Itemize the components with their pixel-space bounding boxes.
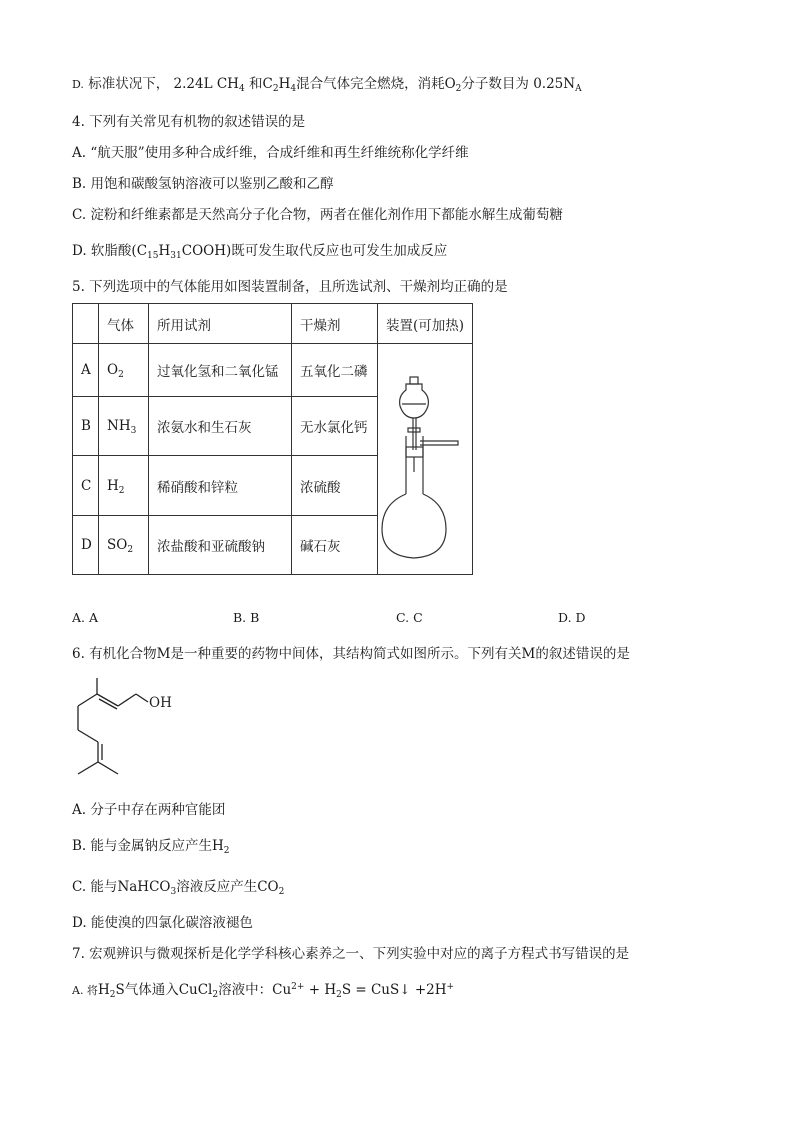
q6-option-d: D. 能使溴的四氯化碳溶液褪色 bbox=[72, 915, 253, 931]
q5-stem: 5. 下列选项中的气体能用如图装置制备，且所选试剂、干燥剂均正确的是 bbox=[72, 279, 508, 295]
q6-option-a: A. 分子中存在两种官能团 bbox=[72, 802, 226, 818]
text: 溶液反应产生 bbox=[176, 879, 258, 895]
subscript: 31 bbox=[170, 251, 182, 261]
table-cell: 浓氨水和生石灰 bbox=[149, 397, 292, 456]
subscript: 2 bbox=[118, 485, 125, 496]
formula: + H bbox=[304, 982, 337, 998]
formula: COOH bbox=[181, 243, 226, 259]
subscript: 4 bbox=[238, 84, 245, 94]
superscript: + bbox=[446, 982, 455, 992]
subscript: 3 bbox=[130, 426, 137, 437]
formula: C bbox=[136, 243, 148, 259]
subscript: 2 bbox=[223, 846, 230, 856]
q7-stem: 7. 宏观辨识与微观探析是化学学科核心素养之一、下列实验中对应的离子方程式书写错误的是 bbox=[72, 946, 630, 962]
table-cell: 稀硝酸和锌粒 bbox=[149, 456, 292, 515]
subscript: 15 bbox=[147, 251, 159, 261]
q6-stem: 6. 有机化合物M是一种重要的药物中间体，其结构简式如图所示。下列有关M的叙述错误的是 bbox=[72, 646, 630, 662]
q5-choice-c: C. C bbox=[396, 610, 423, 625]
q5-choice-a: A. A bbox=[72, 610, 99, 625]
text: 标准状况下， bbox=[88, 76, 170, 92]
table-cell bbox=[99, 515, 149, 574]
q7-option-a bbox=[72, 978, 454, 998]
formula: 2.24L CH bbox=[173, 76, 239, 92]
table-cell: 浓硫酸 bbox=[292, 456, 378, 515]
text: 气体通入 bbox=[124, 982, 179, 998]
table-header-row bbox=[73, 304, 473, 344]
formula: CuCl bbox=[178, 982, 213, 998]
q6-option-c bbox=[72, 875, 284, 895]
table-cell: B bbox=[73, 397, 99, 456]
q4-option-c: C. 淀粉和纤维素都是天然高分子化合物，两者在催化剂作用下都能水解生成葡萄糖 bbox=[72, 207, 563, 223]
formula: H bbox=[212, 838, 224, 854]
formula: SO bbox=[107, 536, 128, 553]
table-cell bbox=[99, 344, 149, 397]
table-cell bbox=[99, 456, 149, 515]
q4-option-b: B. 用饱和碳酸氢钠溶液可以鉴别乙酸和乙醇 bbox=[72, 176, 334, 192]
table-row bbox=[73, 344, 473, 397]
table-cell: 过氧化氢和二氧化锰 bbox=[149, 344, 292, 397]
subscript: 2 bbox=[212, 990, 219, 1000]
option-letter: D. bbox=[72, 78, 84, 91]
formula: H bbox=[97, 982, 110, 998]
table-header: 所用试剂 bbox=[149, 304, 292, 344]
q6-option-b bbox=[72, 834, 230, 854]
table-header: 干燥剂 bbox=[292, 304, 378, 344]
text: 和 bbox=[248, 76, 263, 92]
table-cell: 五氧化二磷 bbox=[292, 344, 378, 397]
subscript: 2 bbox=[455, 84, 462, 94]
oh-label: OH bbox=[149, 695, 172, 711]
q4-option-a: A. “航天服”使用多种合成纤维，合成纤维和再生纤维统称化学纤维 bbox=[72, 145, 469, 161]
formula: 0.25N bbox=[533, 76, 576, 92]
table-cell: D bbox=[73, 515, 99, 574]
subscript: 2 bbox=[278, 887, 285, 897]
superscript: 2+ bbox=[291, 982, 305, 992]
formula: O bbox=[107, 362, 119, 379]
formula: C bbox=[262, 76, 273, 92]
table-cell: 浓盐酸和亚硫酸钠 bbox=[149, 515, 292, 574]
molecule-structure bbox=[70, 672, 190, 777]
formula: O bbox=[444, 76, 456, 92]
subscript: 2 bbox=[336, 990, 342, 1000]
subscript: 4 bbox=[290, 84, 297, 94]
text: )既可发生取代反应也可发生加成反应 bbox=[225, 243, 448, 259]
formula: H bbox=[158, 243, 171, 259]
formula: H bbox=[278, 76, 291, 92]
text: C. 能与 bbox=[72, 879, 118, 895]
table-header bbox=[73, 304, 99, 344]
q3-option-d bbox=[72, 72, 582, 92]
subscript: 2 bbox=[109, 990, 116, 1000]
subscript: 2 bbox=[118, 370, 124, 381]
text: A. 将 bbox=[72, 984, 98, 997]
text: D. 软脂酸( bbox=[72, 243, 137, 259]
table-cell: 碱石灰 bbox=[292, 515, 378, 574]
subscript: 2 bbox=[272, 84, 279, 94]
formula: S = CuS↓ +2H bbox=[341, 982, 447, 998]
apparatus-diagram bbox=[378, 344, 472, 570]
formula: NH bbox=[107, 418, 131, 435]
text: 混合气体完全燃烧，消耗 bbox=[296, 76, 445, 92]
apparatus-cell bbox=[378, 344, 473, 575]
text: B. 能与金属钠反应产生 bbox=[72, 838, 213, 854]
table-cell: C bbox=[73, 456, 99, 515]
q5-choice-b: B. B bbox=[233, 610, 260, 625]
formula: H bbox=[107, 477, 119, 494]
table-cell: 无水氯化钙 bbox=[292, 397, 378, 456]
table-header: 装置(可加热) bbox=[378, 304, 473, 344]
subscript: 3 bbox=[170, 887, 177, 897]
q4-stem: 4. 下列有关常见有机物的叙述错误的是 bbox=[72, 114, 306, 130]
text: 溶液中： bbox=[218, 982, 273, 998]
text: 分子数目为 bbox=[461, 76, 529, 92]
formula: CO bbox=[257, 879, 279, 895]
table-header: 气体 bbox=[99, 304, 149, 344]
table-cell bbox=[99, 397, 149, 456]
q5-table bbox=[72, 303, 473, 575]
formula: Cu bbox=[272, 982, 292, 998]
formula: S bbox=[115, 982, 125, 998]
q4-option-d bbox=[72, 239, 447, 259]
subscript: 2 bbox=[127, 544, 134, 555]
table-cell: A bbox=[73, 344, 99, 397]
formula: NaHCO bbox=[117, 879, 171, 895]
q5-choice-d: D. D bbox=[558, 610, 586, 625]
subscript: A bbox=[575, 84, 582, 94]
